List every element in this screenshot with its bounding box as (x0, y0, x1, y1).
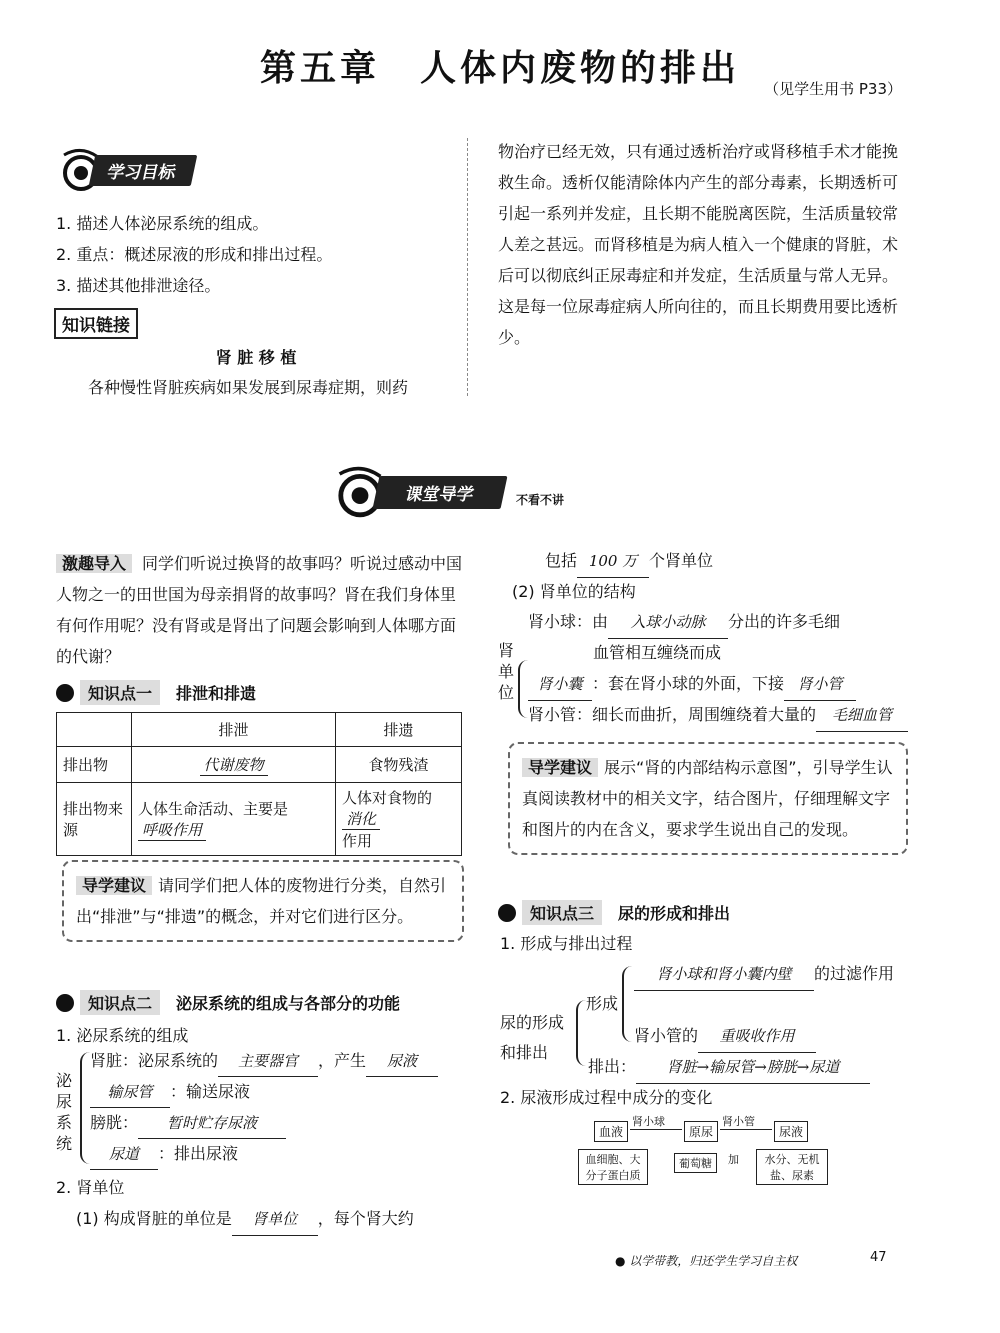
guide-tag: 导学建议 (522, 758, 598, 777)
knowledge-point-3: 知识点三 尿的形成和排出 (498, 900, 730, 925)
brace (80, 1052, 90, 1164)
knowledge-link-label: 知识链接 (54, 308, 138, 339)
table-cell: 食物残渣 (336, 747, 462, 783)
glomerulus-line-2: 血管相互缠绕而成 (593, 643, 722, 662)
guide-text: 请同学们把人体的废物进行分类，自然引出“排泄”与“排遗”的概念，并对它们进行区分。 (76, 876, 447, 926)
column-divider (467, 138, 468, 396)
filtration-line: 肾小球和肾小囊内壁 的过滤作用 (634, 958, 894, 991)
guide-text: 展示“肾的内部结构示意图”，引导学生认真阅读教材中的相关文字，结合图片，仔细理解文字和图片的内在含义，要求学生说出自己的发现。 (522, 758, 893, 839)
ureter-item: 输尿管 ：输送尿液 (90, 1077, 470, 1108)
knowledge-point-2: 知识点二 泌尿系统的组成与各部分的功能 (56, 990, 400, 1015)
urine-change-diagram (578, 1115, 848, 1185)
goal-item: 2. 重点：概述尿液的形成和排出过程。 (56, 245, 333, 264)
banner-label: 学习目标 (89, 155, 198, 186)
glucose-box: 葡萄糖 (674, 1153, 717, 1173)
table-cell: 人体生命活动、主要是呼吸作用 (132, 783, 336, 856)
answer-text: 代谢废物 (200, 754, 268, 776)
book-reference: （见学生用书 P33） (764, 80, 902, 98)
link-text-left: 各种慢性肾脏疾病如果发展到尿毒症期，则药 (88, 378, 409, 397)
goals-list (56, 208, 456, 301)
brace (622, 966, 632, 1042)
brace (518, 660, 528, 718)
guide-box-1 (62, 860, 464, 942)
urinary-system-label: 泌尿系统 (56, 1071, 73, 1153)
bladder-item: 膀胱： 暂时贮存尿液 (90, 1108, 470, 1139)
section-heading: 2. 肾单位 (56, 1178, 125, 1197)
kidney-item: 肾脏：泌尿系统的 主要器官 ，产生 尿液 (90, 1046, 470, 1077)
bullet-icon (498, 904, 516, 922)
row-label: 排出物来源 (57, 783, 132, 856)
table-header: 排遗 (336, 713, 462, 747)
urine-formation-label: 尿的形成和排出 (500, 1013, 565, 1062)
tubule-line: 肾小管：细长而曲折，周围缠绕着大量的 毛细血管 (528, 699, 908, 732)
urethra-item: 尿道 ：排出尿液 (90, 1139, 470, 1170)
banner-label: 课堂导学 (372, 476, 507, 509)
add-label: 加 (728, 1153, 739, 1166)
excretion-line: 排出： 肾脏→输尿管→膀胱→尿道 (588, 1051, 870, 1084)
nephron-definition: (1) 构成肾脏的单位是 肾单位 ，每个肾大约 (76, 1203, 466, 1236)
water-salt-box: 水分、无机盐、尿素 (756, 1149, 828, 1185)
bullet-icon (56, 994, 74, 1012)
bullet-icon (56, 684, 74, 702)
footer-slogan: ● 以学带教，归还学生学习自主权 (615, 1254, 798, 1268)
learning-goals-banner (56, 145, 194, 195)
brace (576, 1000, 586, 1066)
nephron-label: 肾单位 (498, 641, 515, 702)
link-text-right: 物治疗已经无效，只有通过透析治疗或肾移植手术才能挽救生命。透析仅能清除体内产生的部分毒素，长期透析可引起一系列并发症，且长期不能脱离医院，生活质量较常人差之甚远。而肾移植是为病人植入一个健康的肾脏，术后可以彻底纠正尿毒症和并发症，生活质量与常人无异。这是每一位尿毒症病人所向往的，而且长期费用要比透析少。 (498, 142, 899, 347)
guide-box-2 (508, 742, 908, 855)
reabsorption-line: 肾小管的 重吸收作用 (634, 1020, 816, 1053)
banner-note: 不看不讲 (516, 492, 565, 507)
page-number: 47 (870, 1250, 887, 1265)
knowledge-point-1: 知识点一 排泄和排遗 (56, 680, 256, 705)
goal-item: 3. 描述其他排泄途径。 (56, 276, 221, 295)
section-heading: 2. 尿液形成过程中成分的变化 (500, 1088, 713, 1107)
chapter-title: 第五章 人体内废物的排出 (259, 47, 740, 89)
table-cell: 人体对食物的消化 作用 (336, 783, 462, 856)
glomerulus-line: 肾小球：由 入球小动脉 分出的许多毛细 (528, 606, 888, 639)
section-heading: 1. 形成与排出过程 (500, 934, 633, 953)
arrow-label: 肾小管 (722, 1115, 755, 1128)
link-subtitle: 肾 脏 移 植 (215, 348, 297, 367)
primary-urine-box: 原尿 (684, 1121, 718, 1142)
table-header: 排泄 (132, 713, 336, 747)
goal-item: 1. 描述人体泌尿系统的组成。 (56, 214, 269, 233)
blood-cells-box: 血细胞、大分子蛋白质 (578, 1149, 648, 1185)
section-heading: (2) 肾单位的结构 (512, 582, 636, 601)
intro-text: 同学们听说过换肾的故事吗？听说过感动中国人物之一的田世国为母亲捐肾的故事吗？肾在我们身体里有何作用呢？没有肾或是肾出了问题会影响到人体哪方面的代谢？ (56, 554, 463, 666)
guide-tag: 导学建议 (76, 876, 152, 895)
urinary-system-items (90, 1046, 470, 1170)
blood-box: 血液 (594, 1121, 628, 1142)
intro-tag: 激趣导入 (56, 554, 132, 573)
formation-label: 形成 (586, 994, 619, 1013)
excretion-table (56, 712, 462, 856)
arrow-label: 肾小球 (632, 1115, 665, 1128)
arrow (630, 1129, 682, 1130)
capsule-line: 肾小囊 ：套在肾小球的外面，下接 肾小管 (528, 668, 908, 701)
section-heading: 1. 泌尿系统的组成 (56, 1026, 189, 1045)
nephron-count: 包括 100 万 个肾单位 (545, 545, 713, 578)
urine-box: 尿液 (774, 1121, 808, 1142)
classroom-banner (330, 462, 564, 522)
answer-text: 呼吸作用 (138, 819, 206, 841)
answer-text: 消化 (342, 808, 380, 830)
arrow (720, 1129, 772, 1130)
row-label: 排出物 (57, 747, 132, 783)
intro-paragraph (56, 548, 464, 672)
